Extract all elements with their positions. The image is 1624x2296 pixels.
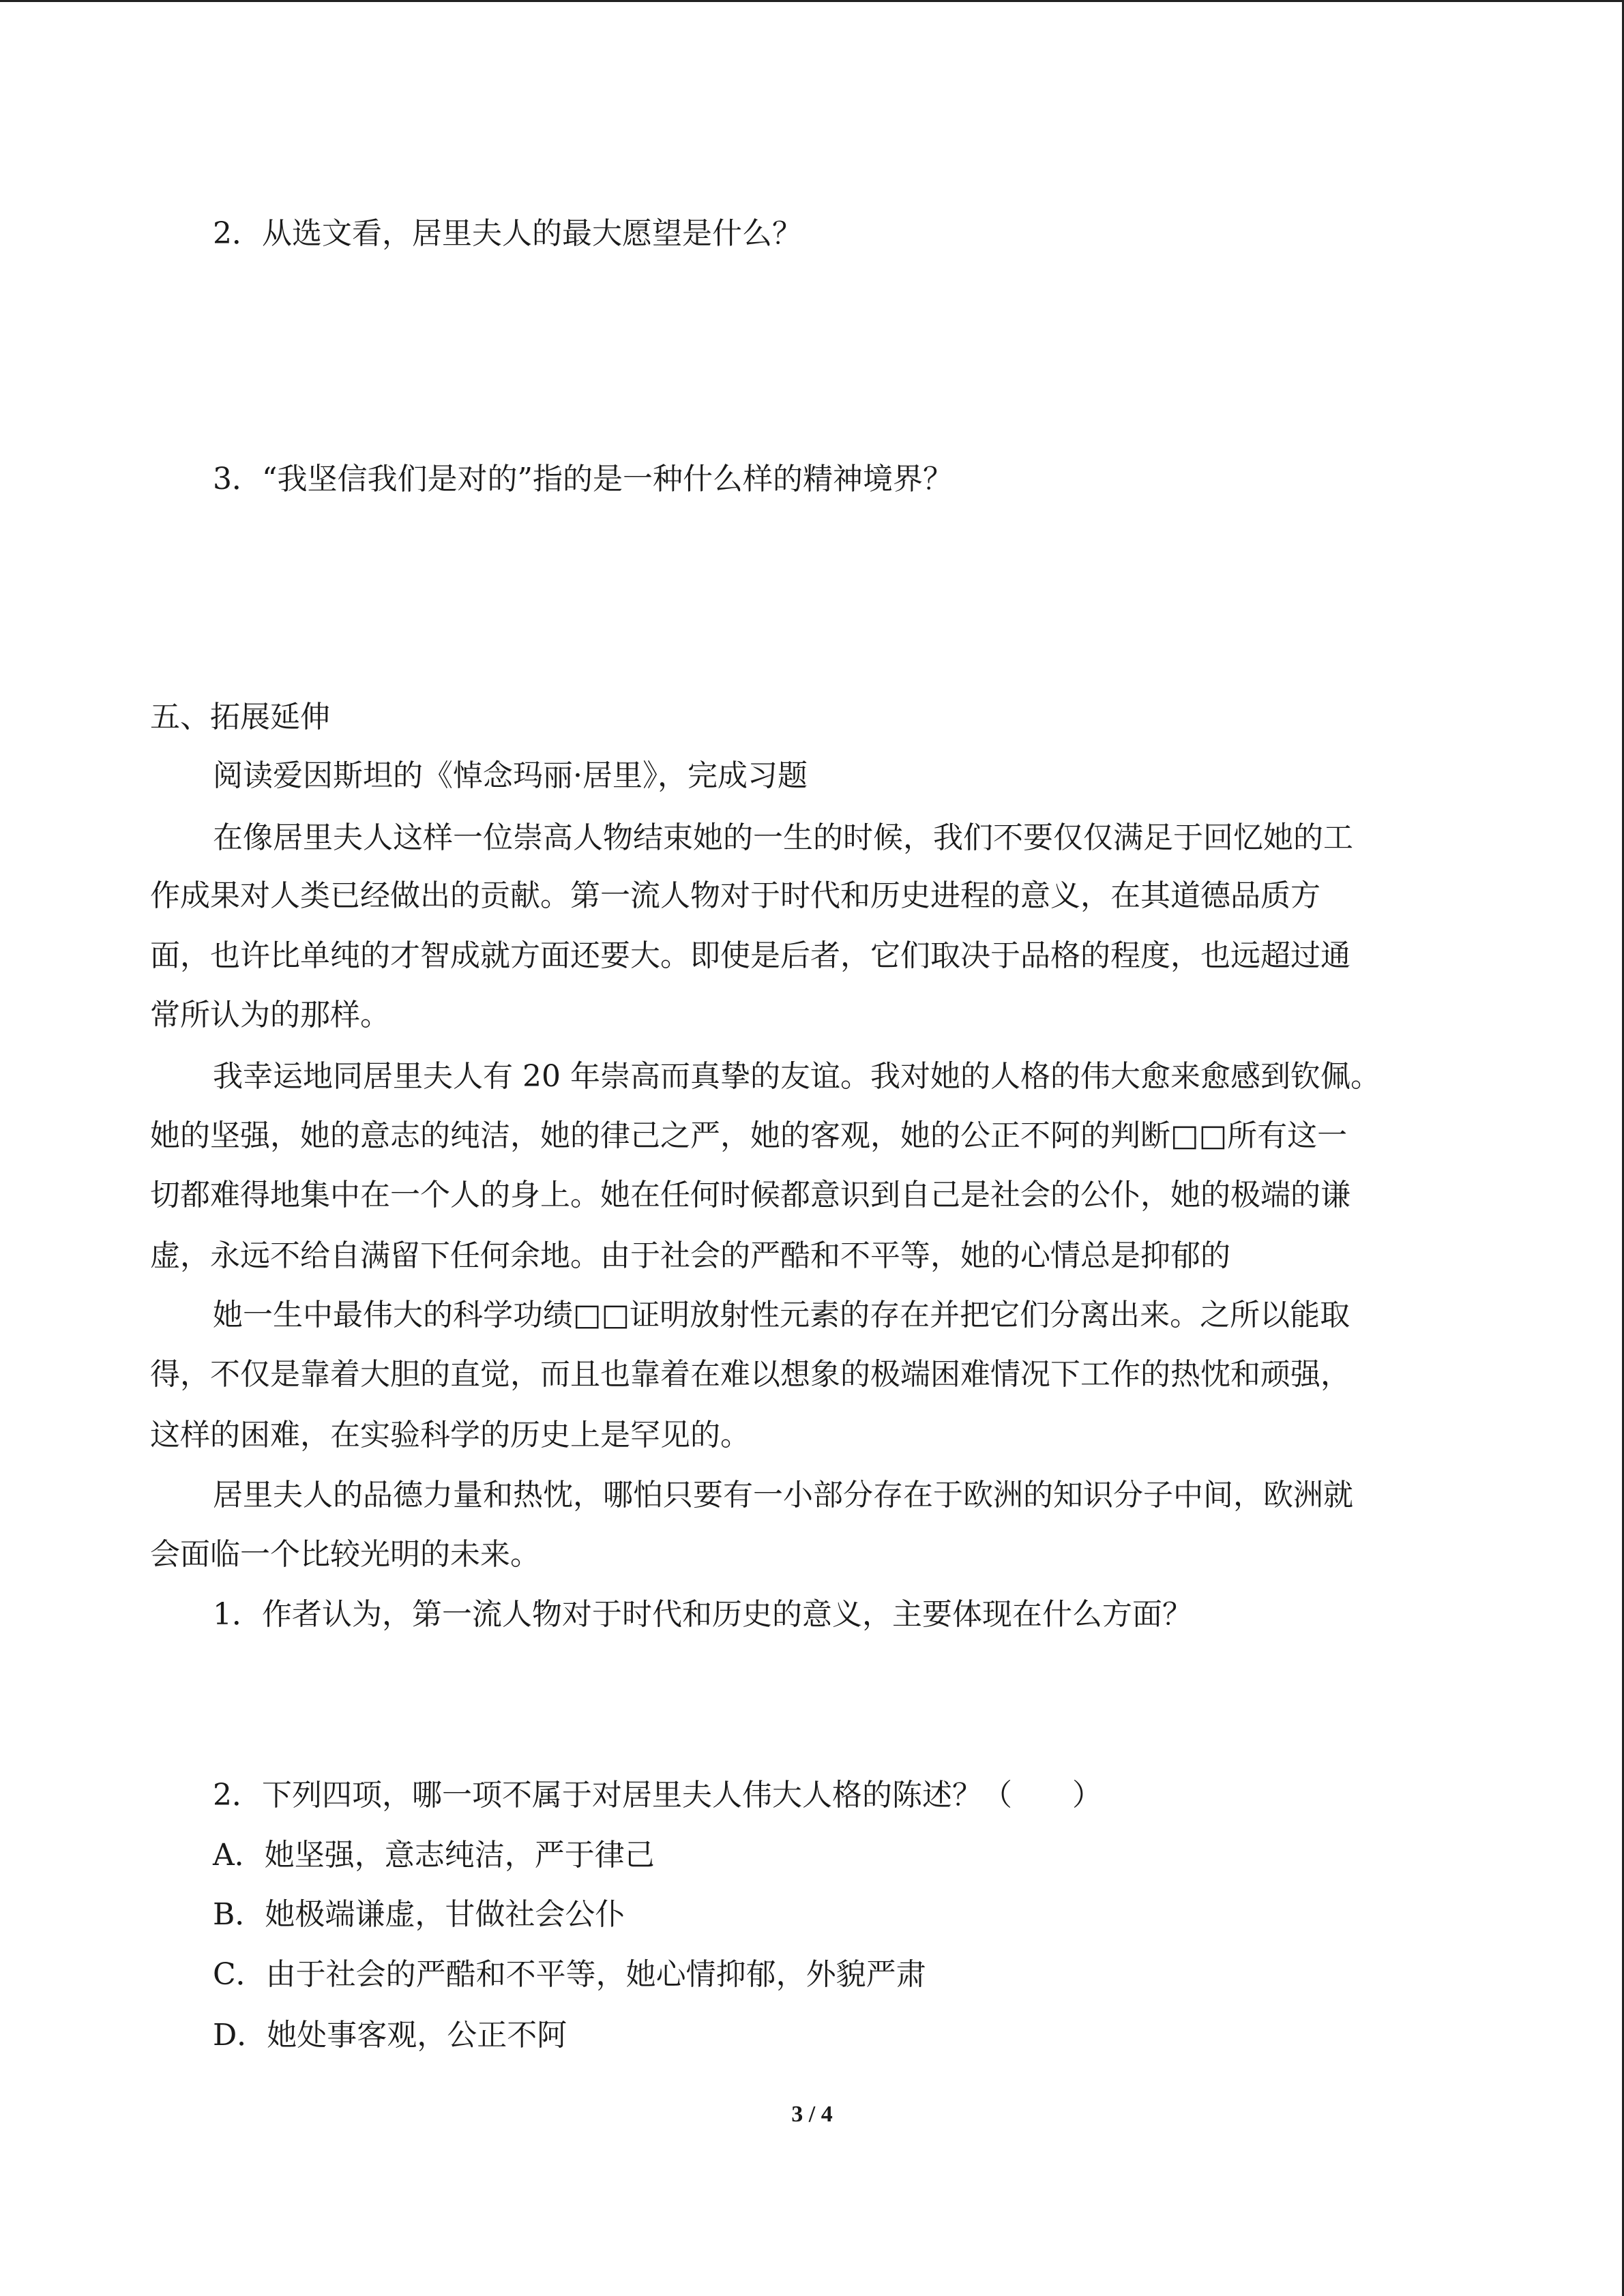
paragraph-3-line-3: 这样的困难，在实验科学的历史上是罕见的。: [150, 1418, 750, 1452]
page-top-border: [0, 0, 1624, 2]
exercise-question-2: 2．下列四项，哪一项不属于对居里夫人伟大人格的陈述？（ ）: [213, 1778, 1102, 1813]
question-2: 2．从选文看，居里夫人的最大愿望是什么？: [213, 216, 802, 251]
option-d: D．她处事客观，公正不阿: [213, 2018, 567, 2053]
paragraph-3-line-2: 得，不仅是靠着大胆的直觉，而且也靠着在难以想象的极端困难情况下工作的热忱和顽强，: [150, 1357, 1350, 1392]
paragraph-1-line-1: 在像居里夫人这样一位崇高人物结束她的一生的时候，我们不要仅仅满足于回忆她的工: [213, 820, 1353, 855]
option-c: C．由于社会的严酷和不平等，她心情抑郁，外貌严肃: [213, 1957, 926, 1992]
reading-intro: 阅读爱因斯坦的《悼念玛丽·居里》，完成习题: [213, 758, 808, 793]
paragraph-1-line-4: 常所认为的那样。: [150, 998, 390, 1032]
paragraph-2-line-1: 我幸运地同居里夫人有 20 年崇高而真挚的友谊。我对她的人格的伟大愈来愈感到钦佩。: [213, 1059, 1381, 1094]
option-b: B．她极端谦虚，甘做社会公仆: [213, 1897, 625, 1932]
paragraph-2-line-2: 她的坚强，她的意志的纯洁，她的律己之严，她的客观，她的公正不阿的判断□□所有这一: [150, 1118, 1348, 1153]
option-a: A．她坚强，意志纯洁，严于律己: [213, 1838, 655, 1873]
paragraph-3-line-1: 她一生中最伟大的科学功绩□□证明放射性元素的存在并把它们分离出来。之所以能取: [213, 1298, 1350, 1332]
paragraph-1-line-2: 作成果对人类已经做出的贡献。第一流人物对于时代和历史进程的意义，在其道德品质方: [150, 878, 1320, 913]
exercise-question-1: 1．作者认为，第一流人物对于时代和历史的意义，主要体现在什么方面？: [213, 1597, 1192, 1632]
section-heading: 五、拓展延伸: [150, 700, 330, 734]
paragraph-2-line-4: 虚，永远不给自满留下任何余地。由于社会的严酷和不平等，她的心情总是抑郁的: [150, 1238, 1230, 1273]
page-number: 3 / 4: [791, 2102, 833, 2127]
question-3: 3．“我坚信我们是对的”指的是一种什么样的精神境界？: [213, 462, 953, 496]
paragraph-4-line-1: 居里夫人的品德力量和热忱，哪怕只要有一小部分存在于欧洲的知识分子中间，欧洲就: [213, 1478, 1353, 1512]
paragraph-1-line-3: 面，也许比单纯的才智成就方面还要大。即使是后者，它们取决于品格的程度，也远超过通: [150, 938, 1350, 973]
paragraph-2-line-3: 切都难得地集中在一个人的身上。她在任何时候都意识到自己是社会的公仆，她的极端的谦: [150, 1178, 1350, 1212]
paragraph-4-line-2: 会面临一个比较光明的未来。: [150, 1537, 540, 1572]
